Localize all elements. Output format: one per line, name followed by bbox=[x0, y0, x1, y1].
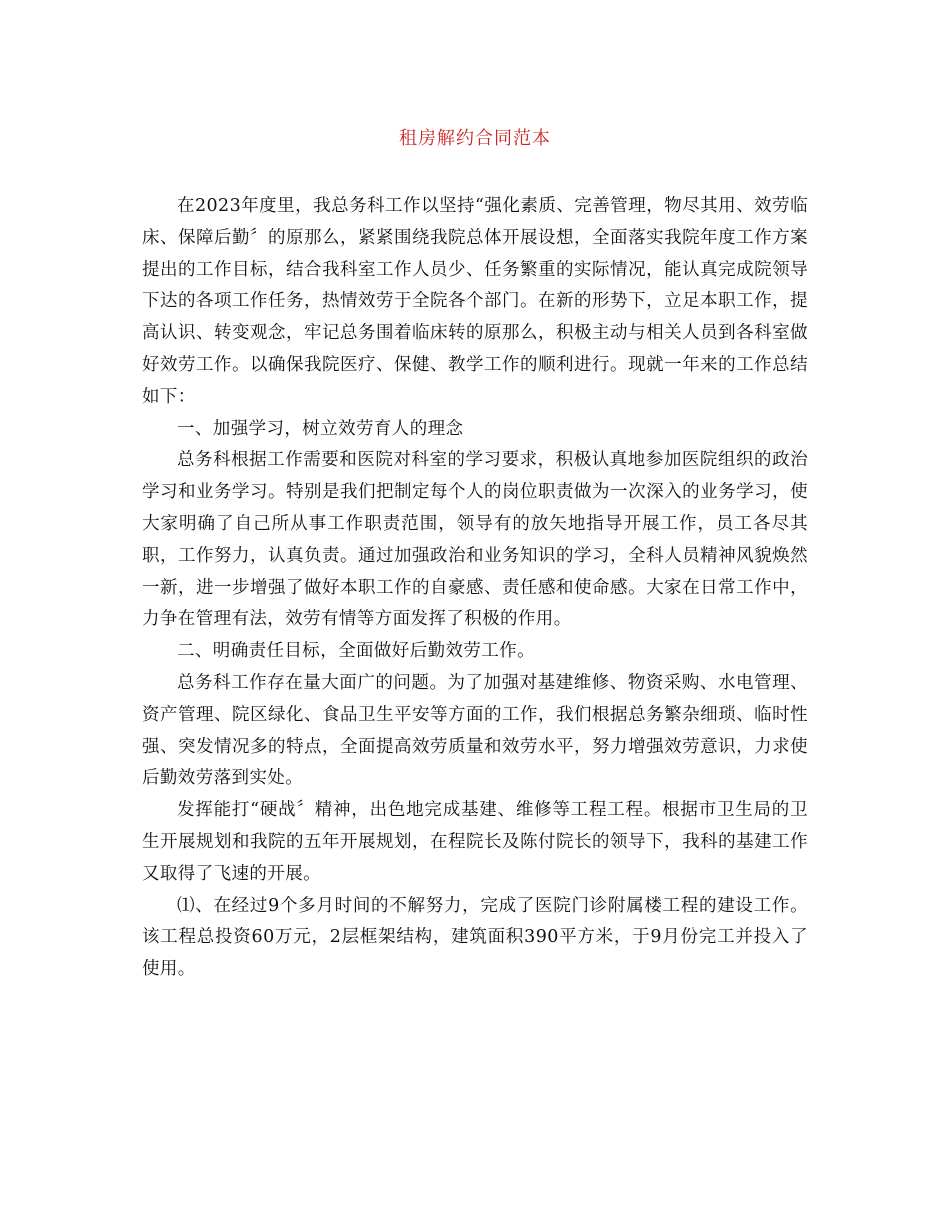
paragraph-item-1: ⑴、在经过9个多月时间的不解努力，完成了医院门诊附属楼工程的建设工作。该工程总投资60万元，2层框架结构，建筑面积390平方米，于9月份完工并投入了使用。 bbox=[142, 895, 808, 980]
paragraph-service: 总务科工作存在量大面广的问题。为了加强对基建维修、物资采购、水电管理、资产管理、院区绿化、食品卫生平安等方面的工作，我们根据总务繁杂细琐、临时性强、突发情况多的特点，全面提高效劳质量和效劳水平，努力增强效劳意识，力求使后勤效劳落到实处。 bbox=[142, 672, 808, 789]
document-body bbox=[142, 191, 808, 986]
paragraph-construction: 发挥能打“硬战〞精神，出色地完成基建、维修等工程工程。根据市卫生局的卫生开展规划和我院的五年开展规划，在程院长及陈付院长的领导下，我科的基建工作又取得了飞速的开展。 bbox=[142, 800, 808, 884]
section-heading-1: 一、加强学习，树立效劳育人的理念 bbox=[177, 418, 464, 439]
paragraph-intro: 在2023年度里，我总务科工作以坚持“强化素质、完善管理，物尽其用、效劳临床、保障后勤〞的原那么，紧紧围绕我院总体开展设想，全面落实我院年度工作方案提出的工作目标，结合我科室工作人员少、任务繁重的实际情况，能认真完成院领导下达的各项工作任务，热情效劳于全院各个部门。在新的形势下，立足本职工作，提高认识、转变观念，牢记总务围着临床转的原那么，积极主动与相关人员到各科室做好效劳工作。以确保我院医疗、保健、教学工作的顺利进行。现就一年来的工作总结如下： bbox=[142, 196, 808, 407]
paragraph-study: 总务科根据工作需要和医院对科室的学习要求，积极认真地参加医院组织的政治学习和业务学习。特别是我们把制定每个人的岗位职责做为一次深入的业务学习，使大家明确了自己所从事工作职责范围，领导有的放矢地指导开展工作，员工各尽其职，工作努力，认真负责。通过加强政治和业务知识的学习，全科人员精神风貌焕然一新，进一步增强了做好本职工作的自豪感、责任感和使命感。大家在日常工作中，力争在管理有法，效劳有情等方面发挥了积极的作用。 bbox=[142, 450, 808, 630]
document-title: 租房解约合同范本 bbox=[399, 128, 551, 149]
section-heading-2: 二、明确责任目标，全面做好后勤效劳工作。 bbox=[177, 641, 535, 662]
